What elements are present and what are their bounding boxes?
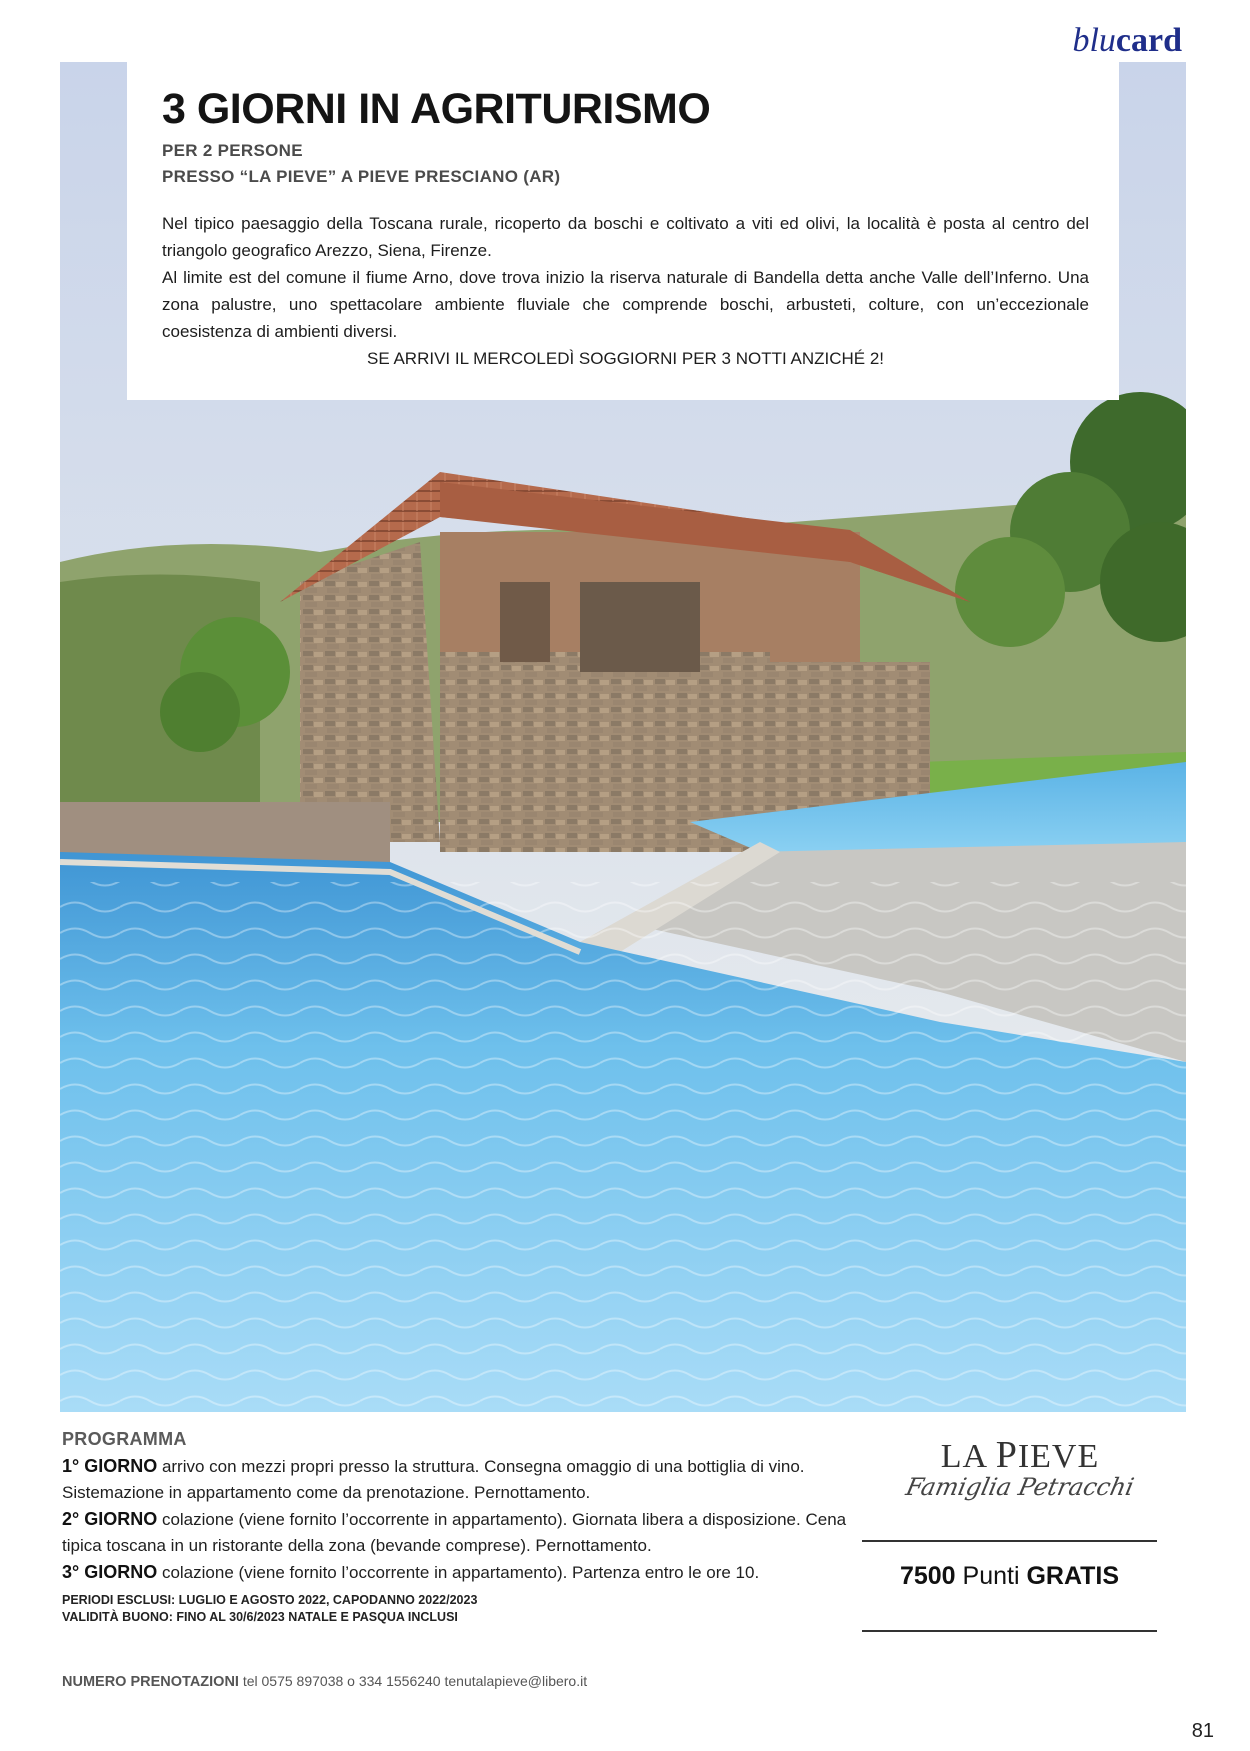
brand-part-2: card [1115, 22, 1182, 59]
la-pieve-logo [880, 1433, 1160, 1501]
description-paragraph-1: Nel tipico paesaggio della Toscana rurale, ricoperto da boschi e coltivato a viti ed olivi, la località è posta al centro del triangolo geografico Arezzo, Siena, Firenze. [162, 214, 1089, 260]
day-3-label: 3° GIORNO [62, 1562, 158, 1582]
promo-line: SE ARRIVI IL MERCOLEDÌ SOGGIORNI PER 3 NOTTI ANZICHÉ 2! [366, 349, 885, 368]
blucard-logo [1072, 22, 1182, 60]
page-number: 81 [1191, 1720, 1214, 1742]
price-free: GRATIS [1026, 1562, 1120, 1590]
day-1 [62, 1453, 862, 1506]
price-points [862, 1562, 1157, 1591]
description-paragraph-2: Al limite est del comune il fiume Arno, dove trova inizio la riserva naturale di Bandella detta anche Valle dell’Inferno. Una zona palustre, uno spettacolare ambiente fluviale che comprende boschi, arbusteti, colture, con un’eccezionale coesistenza di ambienti diversi. [162, 268, 1089, 341]
validity-notes [62, 1592, 862, 1626]
day-2 [62, 1506, 862, 1559]
day-3-text: colazione (viene fornito l’occorrente in appartamento). Partenza entro le ore 10. [157, 1563, 760, 1582]
price-amount: 7500 [899, 1562, 956, 1590]
booking-label: NUMERO PRENOTAZIONI [62, 1674, 239, 1690]
day-2-label: 2° GIORNO [62, 1509, 158, 1529]
excluded-periods: PERIODI ESCLUSI: LUGLIO E AGOSTO 2022, CAPODANNO 2022/2023 [62, 1593, 478, 1607]
offer-title: 3 GIORNI IN AGRITURISMO [162, 85, 711, 133]
price-unit: Punti [955, 1562, 1027, 1590]
booking-contact: tel 0575 897038 o 334 1556240 tenutalapieve@libero.it [238, 1673, 588, 1689]
logo-signature: Famiglia Petracchi [903, 1473, 1137, 1501]
divider-top [862, 1540, 1157, 1542]
divider-bottom [862, 1630, 1157, 1632]
day-1-text: arrivo con mezzi propri presso la struttura. Consegna omaggio di una bottiglia di vino. Sistemazione in appartamento come da prenotazione. Pernottamento. [62, 1457, 805, 1502]
day-2-text: colazione (viene fornito l’occorrente in appartamento). Giornata libera a disposizione. Cena tipica toscana in un ristorante della zona (bevande comprese). Pernottamento. [62, 1510, 847, 1555]
booking-footer [62, 1673, 587, 1690]
day-3 [62, 1559, 862, 1586]
programma-section [62, 1425, 862, 1626]
programma-title: PROGRAMMA [62, 1429, 187, 1449]
logo-wordmark: LA PIEVE [940, 1434, 1100, 1476]
voucher-validity: VALIDITÀ BUONO: FINO AL 30/6/2023 NATALE E PASQUA INCLUSI [62, 1610, 458, 1624]
offer-description [162, 210, 1089, 345]
offer-text-box [127, 62, 1119, 400]
offer-subtitle-location: PRESSO “LA PIEVE” A PIEVE PRESCIANO (AR) [162, 167, 561, 186]
brand-part-1: blu [1072, 22, 1116, 59]
day-1-label: 1° GIORNO [62, 1456, 158, 1476]
offer-subtitle-persons: PER 2 PERSONE [162, 141, 303, 160]
